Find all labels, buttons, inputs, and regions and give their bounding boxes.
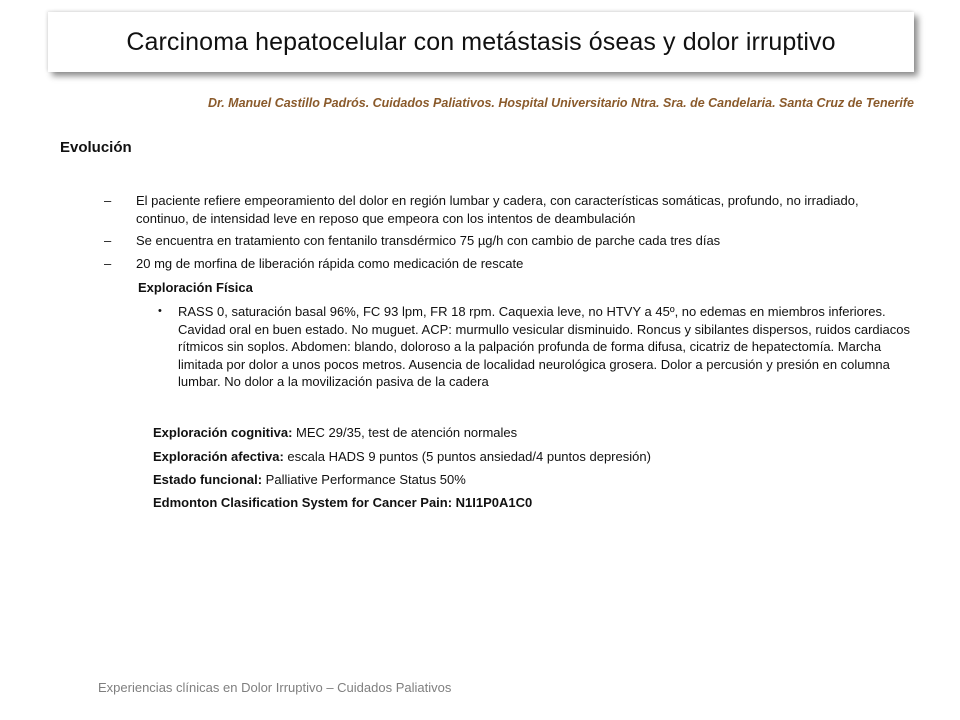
list-item-text: El paciente refiere empeoramiento del dolor en región lumbar y cadera, con características somáticas, profundo, no irradiado, continuo, de intensidad leve en reposo que empeora con los intentos de deambulación [136,193,859,226]
bullet-marker: • [158,305,162,317]
list-item [104,255,894,273]
afectiva-value: escala HADS 9 puntos (5 puntos ansiedad/4 puntos depresión) [283,449,651,464]
dash-marker: – [104,193,112,208]
title-box [48,12,914,72]
exploracion-afectiva [153,448,651,465]
evolution-list [104,192,894,277]
section-title: Evolución [60,139,132,156]
edmonton-classification [153,494,532,511]
exploracion-fisica-text: RASS 0, saturación basal 96%, FC 93 lpm, FR 18 rpm. Caquexia leve, no HTVY a 45º, no edemas en miembros inferiores. Cavidad oral en buen estado. No muguet. ACP: murmullo vesicular disminuido. Roncus y sibilantes dispersos, ruidos cardiacos rítmicos sin soplos. Abdomen: blando, doloroso a la palpación profunda de forma difusa, cicatriz de hepatectomía. Marcha limitada por dolor a unos pocos metros. Ausencia de localidad neurológica grosera. Dolor a percusión y presión en columna lumbar. No dolor a la movilización pasiva de la cadera [178,304,910,389]
author-line: Dr. Manuel Castillo Padrós. Cuidados Paliativos. Hospital Universitario Ntra. Sra. de Candelaria. Santa Cruz de Tenerife [208,96,914,110]
edmonton-text: Edmonton Clasification System for Cancer Pain: N1I1P0A1C0 [153,495,533,510]
funcional-value: Palliative Performance Status 50% [262,472,466,487]
exploracion-fisica-block [158,303,918,391]
slide-title: Carcinoma hepatocelular con metástasis óseas y dolor irruptivo [126,27,836,56]
exploracion-fisica-heading: Exploración Física [138,280,253,295]
list-item-text: Se encuentra en tratamiento con fentanilo transdérmico 75 µg/h con cambio de parche cada tres días [136,233,721,248]
list-item [104,232,894,250]
afectiva-label: Exploración afectiva: [153,449,284,464]
dash-marker: – [104,233,112,248]
list-item [104,192,894,227]
footer: Experiencias clínicas en Dolor Irruptivo – Cuidados Paliativos [98,680,452,695]
list-item-text: 20 mg de morfina de liberación rápida como medicación de rescate [136,255,524,271]
estado-funcional [153,471,466,488]
funcional-label: Estado funcional: [153,472,263,487]
exploracion-cognitiva [153,424,517,441]
dash-marker: – [104,255,112,271]
cognitiva-label: Exploración cognitiva: [153,425,293,440]
cognitiva-value: MEC 29/35, test de atención normales [292,425,518,440]
